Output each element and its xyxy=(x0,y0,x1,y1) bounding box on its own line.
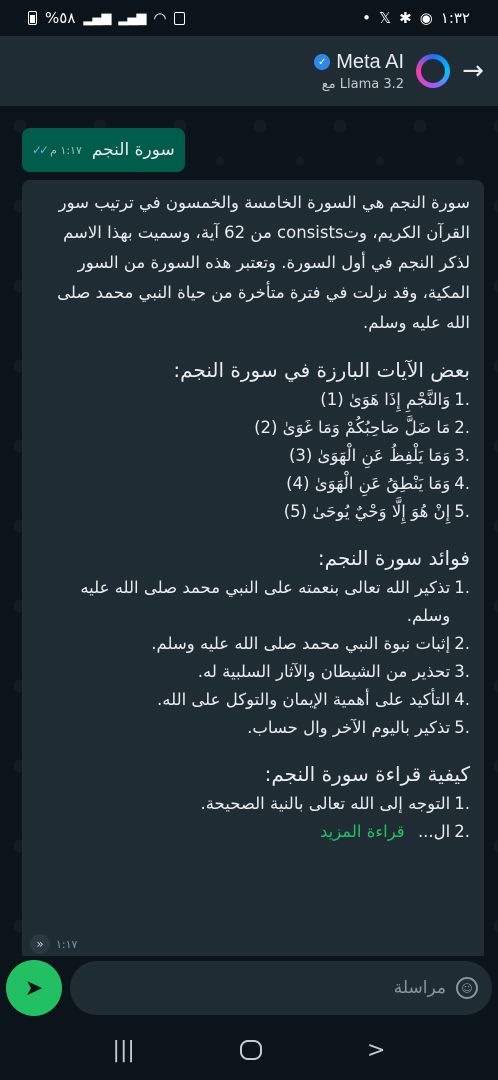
outgoing-meta xyxy=(32,143,82,157)
incoming-meta xyxy=(30,934,77,954)
verified-badge-icon: ✓ xyxy=(314,54,330,70)
list-item: .2 إثبات نبوة النبي محمد صلى الله عليه وسلم. xyxy=(151,634,470,653)
list-item: .4 وَمَا يَنْطِقُ عَنِ الْهَوَىٰ (4) xyxy=(286,474,470,493)
message-placeholder: مراسلة xyxy=(393,978,446,998)
list-item: .2 ال... قراءة المزيد xyxy=(36,818,470,846)
chevron-down-icon[interactable]: » xyxy=(30,934,50,954)
status-bar xyxy=(0,0,498,36)
emoji-icon[interactable]: ☺ xyxy=(456,977,478,999)
section-title-benefits: فوائد سورة النجم: xyxy=(317,546,470,570)
list-item: .2 مَا ضَلَّ صَاحِبُكُمْ وَمَا غَوَىٰ (2) xyxy=(254,418,470,437)
incoming-time: ١:١٧ xyxy=(56,937,78,951)
recent-apps-icon[interactable]: ||| xyxy=(112,1037,135,1063)
chat-header[interactable] xyxy=(0,36,498,106)
header-titles[interactable] xyxy=(314,51,404,92)
battery-level: %٥٨ xyxy=(45,9,76,27)
battery-icon xyxy=(28,11,37,25)
list-item: .4 التأكيد على أهمية الإيمان والتوكل على الله. xyxy=(157,690,470,709)
meta-ai-ring-icon[interactable] xyxy=(416,54,450,88)
signal-icon: ▂▄▆ xyxy=(83,10,111,26)
system-nav-bar xyxy=(0,1020,498,1080)
intro-paragraph: سورة النجم هي السورة الخامسة والخمسون في ترتيب سور القرآن الكريم، وتconsists من 62 آية، وسميت بهذا الاسم لذكر النجم في أول السورة. وتعتبر هذه السورة من السور المكية، وقد نزلت في فترة متأخرة من حياة النبي محمد صلى الله عليه وسلم. xyxy=(57,193,470,332)
notification-icon xyxy=(174,12,185,25)
header-name-row xyxy=(314,51,404,74)
list-item: .1 التوجه إلى الله تعالى بالنية الصحيحة. xyxy=(200,794,470,813)
back-icon[interactable]: > xyxy=(366,1037,386,1063)
outgoing-message[interactable] xyxy=(22,128,185,172)
section-title-verses: بعض الآيات البارزة في سورة النجم: xyxy=(173,358,470,382)
benefits-list xyxy=(36,574,470,742)
meta-ai-ring-center xyxy=(421,59,445,83)
list-item: .1 وَالنَّجْمِ إِذَا هَوَىٰ (1) xyxy=(320,390,470,409)
home-icon[interactable] xyxy=(240,1040,262,1060)
read-more-link[interactable]: قراءة المزيد xyxy=(319,822,405,841)
signal-icon-2: ▂▄▆ xyxy=(118,10,146,26)
section-title-howto: كيفية قراءة سورة النجم: xyxy=(264,762,470,786)
outgoing-text: سورة النجم xyxy=(91,140,175,160)
howto-list xyxy=(36,790,470,846)
verses-list xyxy=(36,386,470,526)
status-left xyxy=(28,9,185,27)
x-icon: 𝕏 xyxy=(379,9,392,27)
double-check-icon: ✓✓ xyxy=(32,143,47,157)
app-icon: ✱ xyxy=(399,9,412,27)
list-item: .3 تحذير من الشيطان والآثار السلبية له. xyxy=(197,662,470,681)
contact-subtitle: مع Llama 3.2 xyxy=(321,76,404,92)
incoming-message[interactable] xyxy=(22,180,484,956)
list-item: .5 تذكير باليوم الآخر وال حساب. xyxy=(247,718,470,737)
dot-icon: • xyxy=(362,9,371,27)
messenger-icon: ◉ xyxy=(419,9,433,27)
input-bar xyxy=(0,956,498,1020)
clock: ١:٣٢ xyxy=(440,9,470,27)
outgoing-time: ١:١٧ م xyxy=(50,143,82,157)
back-arrow-icon[interactable]: → xyxy=(462,56,484,86)
list-item: .5 إِنْ هُوَ إِلَّا وَحْيٌ يُوحَىٰ (5) xyxy=(283,502,470,521)
send-button[interactable] xyxy=(6,960,62,1016)
send-icon: ➤ xyxy=(24,975,44,1001)
contact-name: Meta AI xyxy=(336,50,404,73)
message-input[interactable] xyxy=(70,961,492,1015)
chat-area[interactable] xyxy=(0,106,498,956)
list-item: .1 تذكير الله تعالى بنعمته على النبي محمد صلى الله عليه وسلم. xyxy=(80,578,470,625)
status-right xyxy=(362,9,470,27)
wifi-icon: ◠ xyxy=(153,9,167,27)
list-item: .3 وَمَا يَلْفِظُ عَنِ الْهَوَىٰ (3) xyxy=(288,446,470,465)
